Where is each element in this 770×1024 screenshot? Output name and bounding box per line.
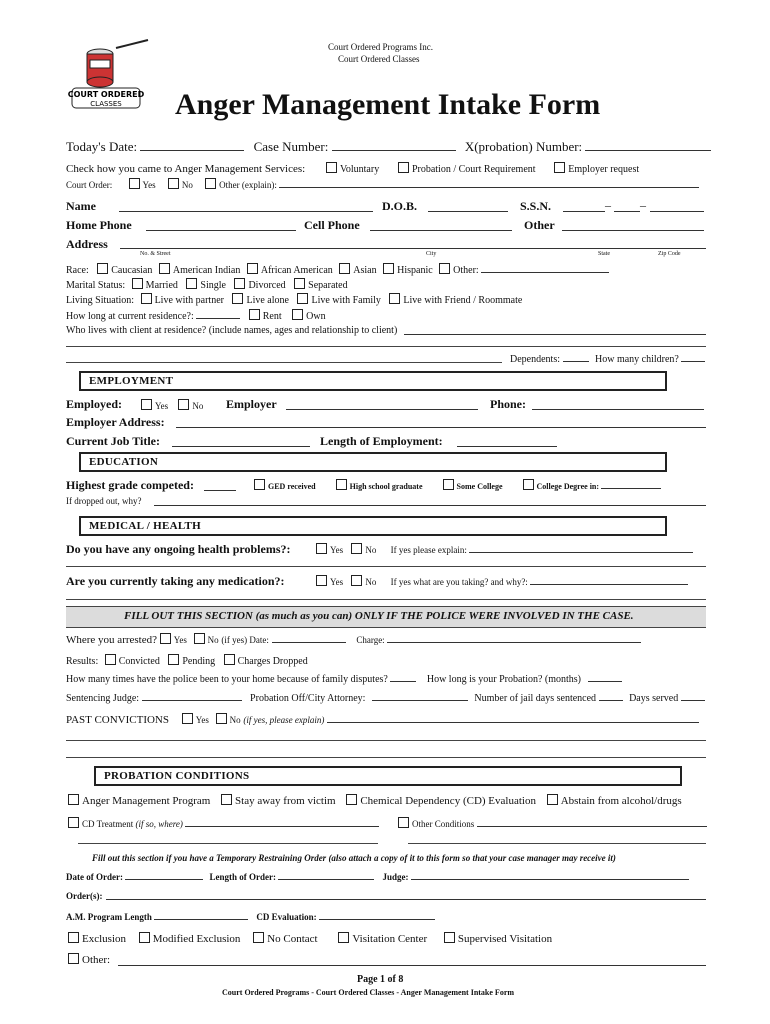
race-asian-checkbox[interactable]	[339, 263, 350, 274]
probation-label: Probation / Court Requirement	[411, 164, 536, 175]
home-phone-field[interactable]	[146, 220, 296, 231]
employer-address-field[interactable]	[176, 417, 706, 428]
howlong-label: How long at current residence?:	[66, 311, 194, 322]
employer-label: Employer	[226, 397, 277, 411]
medication-label: Are you currently taking any medication?:	[66, 574, 285, 588]
page-title: Anger Management Intake Form	[175, 88, 601, 121]
race-american-indian-label: American Indian	[172, 265, 241, 276]
medication-no-checkbox[interactable]	[351, 575, 362, 586]
court-order-no-checkbox[interactable]	[168, 178, 179, 189]
employer-phone-label: Phone:	[490, 397, 526, 411]
live-family-checkbox[interactable]	[297, 293, 308, 304]
tro-cd-eval-field[interactable]	[319, 911, 435, 920]
no-contact-label: No Contact	[267, 933, 318, 945]
medication-explain-field[interactable]	[530, 576, 688, 585]
arrested-no-checkbox[interactable]	[194, 633, 205, 644]
results-row	[66, 654, 308, 667]
exclusion-checkbox[interactable]	[68, 932, 79, 943]
ssn-label: S.S.N.	[520, 199, 552, 213]
employment-length-label: Length of Employment:	[320, 434, 443, 448]
howlong-field[interactable]	[196, 310, 240, 319]
tro-other-label: Other:	[82, 954, 111, 966]
race-hispanic-checkbox[interactable]	[383, 263, 394, 274]
employer-request-checkbox[interactable]	[554, 162, 565, 173]
employer-phone-field[interactable]	[532, 399, 704, 410]
live-alone-label: Live alone	[246, 295, 289, 306]
case-number-field[interactable]	[332, 140, 456, 151]
stay-away-checkbox[interactable]	[221, 794, 232, 805]
health-no-label: No	[365, 545, 377, 555]
employed-no-checkbox[interactable]	[178, 399, 189, 410]
todays-date-row	[66, 139, 711, 155]
days-served-field[interactable]	[681, 692, 705, 701]
stay-away-label: Stay away from victim	[235, 795, 336, 807]
living-row	[66, 293, 522, 306]
employed-yes-checkbox[interactable]	[141, 399, 152, 410]
marital-label: Marital Status:	[66, 280, 126, 291]
employment-title: EMPLOYMENT	[89, 375, 174, 387]
charge-label: Charge:	[356, 635, 385, 645]
divorced-label: Divorced	[248, 280, 286, 291]
own-label: Own	[306, 311, 326, 322]
other-conditions-label: Other Conditions	[412, 819, 475, 829]
divorced-checkbox[interactable]	[234, 278, 245, 289]
race-asian-label: Asian	[353, 265, 377, 276]
court-order-no-label: No	[181, 180, 193, 190]
jail-days-label: Number of jail days sentenced	[474, 693, 597, 704]
police-times-field[interactable]	[390, 673, 416, 682]
sentencing-judge-field[interactable]	[142, 692, 242, 701]
cd-treatment-checkbox[interactable]	[68, 817, 79, 828]
race-african-american-label: African American	[260, 265, 333, 276]
zip-sublabel: Zip Code	[658, 251, 681, 257]
state-sublabel: State	[598, 251, 610, 257]
police-banner-text: FILL OUT THIS SECTION (as much as you can) ONLY IF THE POLICE WERE INVOLVED IN THE CASE.	[124, 610, 634, 622]
anger-mgmt-checkbox[interactable]	[68, 794, 79, 805]
employer-field[interactable]	[286, 399, 478, 410]
dropped-out-field[interactable]	[154, 497, 706, 506]
court-order-row	[66, 178, 699, 190]
arrested-no-label: No	[207, 635, 219, 645]
highest-grade-field[interactable]	[204, 480, 236, 491]
children-field[interactable]	[681, 353, 705, 362]
race-row	[66, 263, 609, 276]
medication-explain-label: If yes what are you taking? and why?:	[390, 577, 528, 587]
rent-label: Rent	[262, 311, 282, 322]
am-row	[66, 911, 435, 922]
came-row	[66, 162, 639, 175]
education-section-header	[79, 452, 667, 472]
cd-where-label: (if so, where)	[135, 819, 183, 829]
college-degree-checkbox[interactable]	[523, 479, 534, 490]
cd-treatment-label: CD Treatment	[82, 819, 134, 829]
jail-days-field[interactable]	[599, 692, 623, 701]
dependents-field[interactable]	[563, 353, 589, 362]
anger-mgmt-label: Anger Management Program	[82, 795, 211, 807]
name-field[interactable]	[119, 201, 373, 212]
svg-text:COURT ORDERED: COURT ORDERED	[67, 90, 145, 99]
medication-yes-label: Yes	[330, 577, 344, 587]
probation-checkbox[interactable]	[398, 162, 409, 173]
single-checkbox[interactable]	[186, 278, 197, 289]
past-convictions-label: PAST CONVICTIONS	[66, 714, 169, 726]
health-yes-checkbox[interactable]	[316, 543, 327, 554]
probation-length-field[interactable]	[588, 673, 622, 682]
abstain-label: Abstain from alcohol/drugs	[560, 795, 682, 807]
health-yes-label: Yes	[330, 545, 344, 555]
modified-exclusion-checkbox[interactable]	[139, 932, 150, 943]
probation-conditions-header	[94, 766, 682, 786]
probation-options-row	[68, 794, 682, 807]
dependents-row	[510, 353, 705, 365]
tro-judge-label: Judge:	[382, 872, 409, 882]
race-other-checkbox[interactable]	[439, 263, 450, 274]
employed-label: Employed:	[66, 397, 123, 411]
race-caucasian-checkbox[interactable]	[97, 263, 108, 274]
court-order-yes-label: Yes	[142, 180, 156, 190]
past-explain-label: (if yes, please explain)	[243, 715, 325, 725]
supervised-visitation-checkbox[interactable]	[444, 932, 455, 943]
charges-dropped-checkbox[interactable]	[224, 654, 235, 665]
race-label: Race:	[66, 265, 89, 276]
ssn-field-3[interactable]	[650, 201, 704, 212]
race-caucasian-label: Caucasian	[111, 265, 153, 276]
health-explain-label: If yes please explain:	[390, 545, 467, 555]
cell-phone-field[interactable]	[370, 220, 512, 231]
city-sublabel: City	[426, 251, 437, 257]
address-label: Address	[66, 237, 108, 251]
voluntary-checkbox[interactable]	[326, 162, 337, 173]
todays-date-field[interactable]	[140, 140, 244, 151]
medical-section-header	[79, 516, 667, 536]
tro-date-row	[66, 871, 689, 882]
children-label: How many children?	[595, 354, 679, 365]
no-contact-checkbox[interactable]	[253, 932, 264, 943]
xprobation-label: X(probation) Number:	[464, 139, 583, 154]
health-options	[316, 543, 693, 555]
court-order-explain-field[interactable]	[279, 179, 699, 188]
health-explain-field[interactable]	[469, 544, 693, 553]
medication-yes-checkbox[interactable]	[316, 575, 327, 586]
address-field[interactable]	[120, 238, 706, 249]
org-name: Court Ordered Programs Inc.	[328, 42, 433, 52]
live-partner-label: Live with partner	[154, 295, 224, 306]
cd-where-field[interactable]	[185, 818, 379, 827]
voluntary-label: Voluntary	[339, 164, 380, 175]
race-other-label: Other:	[453, 265, 479, 276]
visitation-center-label: Visitation Center	[352, 933, 428, 945]
abstain-checkbox[interactable]	[547, 794, 558, 805]
org-sub: Court Ordered Classes	[338, 54, 420, 64]
tro-note: Fill out this section if you have a Temporary Restraining Order (also attach a copy of it to this form so that your case manager may receive it)	[92, 853, 616, 863]
college-degree-field[interactable]	[601, 481, 661, 489]
other-conditions-checkbox[interactable]	[398, 817, 409, 828]
separated-label: Separated	[308, 280, 348, 291]
dependents-label: Dependents:	[510, 354, 560, 365]
cell-phone-label: Cell Phone	[304, 218, 360, 232]
arrested-label: Where you arrested?	[66, 634, 158, 646]
tro-length-field[interactable]	[278, 871, 374, 880]
health-problems-label: Do you have any ongoing health problems?:	[66, 542, 291, 556]
pending-label: Pending	[182, 656, 216, 667]
exclusion-label: Exclusion	[82, 933, 126, 945]
rent-checkbox[interactable]	[249, 309, 260, 320]
court-order-yes-checkbox[interactable]	[129, 178, 140, 189]
who-lives-line-2[interactable]	[66, 346, 706, 347]
am-length-field[interactable]	[154, 911, 248, 920]
past-explain-line-2[interactable]	[66, 740, 706, 741]
case-number-label: Case Number:	[253, 139, 329, 154]
live-alone-checkbox[interactable]	[232, 293, 243, 304]
convicted-label: Convicted	[118, 656, 160, 667]
home-phone-label: Home Phone	[66, 218, 132, 232]
arrested-row	[66, 633, 641, 646]
xprobation-field[interactable]	[585, 140, 711, 151]
supervised-visitation-label: Supervised Visitation	[457, 933, 553, 945]
tro-length-label: Length of Order:	[209, 872, 276, 882]
other-phone-label: Other	[524, 218, 555, 232]
employed-no-label: No	[192, 401, 204, 411]
highest-grade-label: Highest grade competed:	[66, 478, 194, 492]
arrested-yes-label: Yes	[173, 635, 187, 645]
marital-row	[66, 278, 348, 291]
health-no-checkbox[interactable]	[351, 543, 362, 554]
single-label: Single	[200, 280, 226, 291]
other-conditions-line-2[interactable]	[408, 843, 706, 844]
arrest-date-label: (if yes) Date:	[221, 635, 269, 645]
footer-line: Court Ordered Programs - Court Ordered Classes - Anger Management Intake Form	[222, 988, 515, 997]
arrested-yes-checkbox[interactable]	[160, 633, 171, 644]
cd-eval-label: Chemical Dependency (CD) Evaluation	[360, 795, 536, 807]
race-hispanic-label: Hispanic	[397, 265, 433, 276]
street-sublabel: No. & Street	[140, 251, 171, 257]
probation-conditions-title: PROBATION CONDITIONS	[104, 770, 250, 782]
came-label: Check how you came to Anger Management Services:	[66, 163, 306, 175]
howlong-row	[66, 309, 326, 322]
court-order-other-label: Other (explain):	[219, 180, 277, 190]
medical-title: MEDICAL / HEALTH	[89, 520, 201, 532]
past-no-checkbox[interactable]	[216, 713, 227, 724]
visitation-center-checkbox[interactable]	[338, 932, 349, 943]
job-title-field[interactable]	[172, 436, 310, 447]
employer-request-label: Employer request	[568, 164, 640, 175]
tro-cd-eval-label: CD Evaluation:	[256, 912, 317, 922]
dob-field[interactable]	[428, 201, 508, 212]
employment-section-header	[79, 371, 667, 391]
probation-attorney-label: Probation Off/City Attorney:	[250, 693, 366, 704]
living-label: Living Situation:	[66, 295, 135, 306]
probation-length-label: How long is your Probation? (months)	[426, 674, 582, 685]
cd-treatment-row	[68, 817, 379, 829]
education-title: EDUCATION	[89, 456, 159, 468]
police-times-row	[66, 673, 622, 685]
past-yes-checkbox[interactable]	[182, 713, 193, 724]
court-order-label: Court Order:	[66, 180, 113, 190]
todays-date-label: Today's Date:	[66, 139, 138, 154]
past-yes-label: Yes	[195, 715, 209, 725]
logo	[64, 36, 150, 116]
married-label: Married	[145, 280, 178, 291]
convicted-checkbox[interactable]	[105, 654, 116, 665]
tro-other-row	[68, 953, 110, 966]
hs-grad-checkbox[interactable]	[336, 479, 347, 490]
live-partner-checkbox[interactable]	[141, 293, 152, 304]
tro-other-field[interactable]	[118, 955, 706, 966]
race-american-indian-checkbox[interactable]	[159, 263, 170, 274]
days-served-label: Days served	[629, 693, 679, 704]
am-length-label: A.M. Program Length	[66, 912, 152, 922]
hs-grad-label: High school graduate	[349, 482, 423, 491]
employer-address-label: Employer Address:	[66, 415, 165, 429]
charge-field[interactable]	[387, 634, 641, 643]
race-other-field[interactable]	[481, 264, 609, 273]
medication-no-label: No	[365, 577, 377, 587]
cd-line-2[interactable]	[78, 843, 378, 844]
ged-checkbox[interactable]	[254, 479, 265, 490]
other-conditions-row	[398, 817, 707, 829]
employed-options	[141, 399, 203, 411]
live-family-label: Live with Family	[311, 295, 381, 306]
judge-row	[66, 692, 705, 704]
married-checkbox[interactable]	[132, 278, 143, 289]
college-degree-label: College Degree in:	[536, 482, 600, 491]
tro-judge-field[interactable]	[411, 871, 689, 880]
results-label: Results:	[66, 656, 99, 667]
some-college-checkbox[interactable]	[443, 479, 454, 490]
own-checkbox[interactable]	[292, 309, 303, 320]
charges-dropped-label: Charges Dropped	[237, 656, 308, 667]
employment-length-field[interactable]	[457, 436, 557, 447]
live-friend-label: Live with Friend / Roommate	[403, 295, 523, 306]
tro-date-label: Date of Order:	[66, 872, 123, 882]
past-explain-line-3[interactable]	[66, 757, 706, 758]
who-lives-line-3[interactable]	[66, 362, 502, 363]
education-options	[254, 479, 661, 491]
arrest-date-field[interactable]	[272, 634, 346, 643]
sentencing-judge-label: Sentencing Judge:	[66, 693, 140, 704]
separated-checkbox[interactable]	[294, 278, 305, 289]
race-african-american-checkbox[interactable]	[247, 263, 258, 274]
other-phone-field[interactable]	[562, 220, 704, 231]
ssn-field-2[interactable]	[614, 201, 640, 212]
pending-checkbox[interactable]	[168, 654, 179, 665]
job-title-label: Current Job Title:	[66, 434, 161, 448]
court-order-other-checkbox[interactable]	[205, 178, 216, 189]
ssn-dash-1: –	[605, 198, 611, 212]
tro-date-field[interactable]	[125, 871, 203, 880]
ssn-field-1[interactable]	[563, 201, 605, 212]
page-number: Page 1 of 8	[357, 974, 404, 985]
name-label: Name	[66, 199, 96, 213]
other-conditions-field[interactable]	[477, 818, 707, 827]
ged-label: GED received	[268, 482, 316, 491]
medication-options	[316, 575, 688, 587]
tro-orders-field[interactable]	[106, 891, 706, 900]
tro-options-row	[68, 932, 552, 945]
employed-yes-label: Yes	[155, 401, 169, 411]
dob-label: D.O.B.	[382, 199, 418, 213]
some-college-label: Some College	[456, 482, 503, 491]
past-convictions-row	[66, 713, 699, 726]
tro-other-checkbox[interactable]	[68, 953, 79, 964]
dropped-out-label: If dropped out, why?	[66, 496, 142, 506]
ssn-dash-2: –	[640, 198, 646, 212]
medication-explain-line-2[interactable]	[66, 599, 706, 600]
probation-attorney-field[interactable]	[372, 692, 468, 701]
health-explain-line-2[interactable]	[66, 566, 706, 567]
tro-orders-label: Order(s):	[66, 891, 103, 901]
cd-eval-checkbox[interactable]	[346, 794, 357, 805]
police-times-label: How many times have the police been to your home because of family disputes?	[66, 674, 388, 685]
past-explain-field[interactable]	[327, 714, 699, 723]
live-friend-checkbox[interactable]	[389, 293, 400, 304]
who-lives-label: Who lives with client at residence? (include names, ages and relationship to client)	[66, 325, 398, 336]
modified-exclusion-label: Modified Exclusion	[152, 933, 241, 945]
past-no-label: No	[229, 715, 241, 725]
who-lives-field-1[interactable]	[404, 326, 706, 335]
svg-text:CLASSES: CLASSES	[90, 100, 122, 108]
